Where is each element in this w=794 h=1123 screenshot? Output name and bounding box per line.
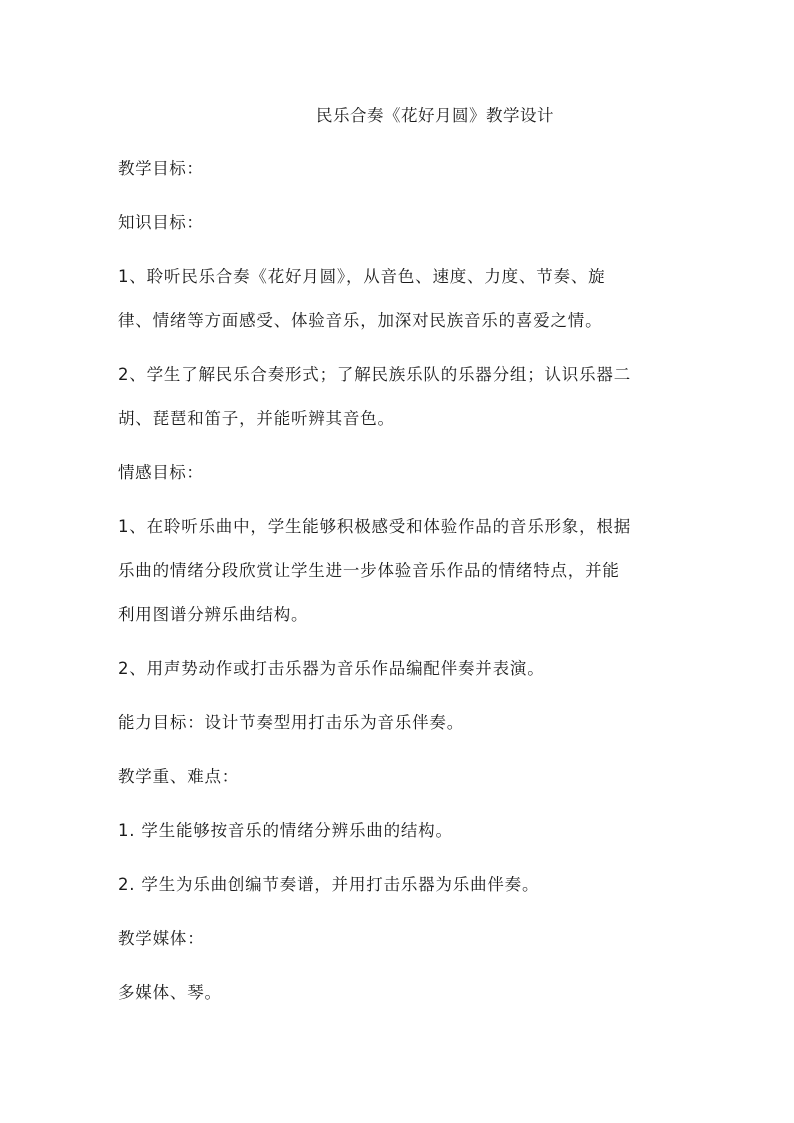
knowledge-goal-2-line-1: 2、学生了解民乐合奏形式；了解民族乐队的乐器分组；认识乐器二 xyxy=(118,365,631,384)
heading-media: 教学媒体： xyxy=(118,929,205,948)
media-heading-block xyxy=(118,917,676,961)
knowledge-goal-1-line-1: 1、聆听民乐合奏《花好月圆》，从音色、速度、力度、节奏、旋 xyxy=(118,267,606,286)
emotion-goal-1 xyxy=(118,505,676,637)
heading-emotion-goals: 情感目标： xyxy=(118,463,204,482)
knowledge-goal-1 xyxy=(118,255,676,343)
heading-knowledge-goals: 知识目标： xyxy=(118,213,204,232)
key-point-2-line: 2. 学生为乐曲创编节奏谱，并用打击乐器为乐曲伴奏。 xyxy=(118,875,540,894)
document-title: 民乐合奏《花好月圆》教学设计 xyxy=(316,106,554,125)
knowledge-goal-1-line-2: 律、情绪等方面感受、体验音乐，加深对民族音乐的喜爱之情。 xyxy=(118,311,603,330)
key-point-2 xyxy=(118,863,676,907)
emotion-goal-2 xyxy=(118,647,676,691)
emotion-goal-1-line-1: 1、在聆听乐曲中，学生能够积极感受和体验作品的音乐形象，根据 xyxy=(118,517,631,536)
heading-key-points: 教学重、难点： xyxy=(118,767,240,786)
media-content-line: 多媒体、琴。 xyxy=(118,983,222,1002)
ability-goals-line: 能力目标：设计节奏型用打击乐为音乐伴奏。 xyxy=(118,713,464,732)
key-point-1-line: 1. 学生能够按音乐的情绪分辨乐曲的结构。 xyxy=(118,821,453,840)
key-point-1 xyxy=(118,809,676,853)
knowledge-goal-2-line-2: 胡、琵琶和笛子，并能听辨其音色。 xyxy=(118,409,395,428)
emotion-goal-2-line: 2、用声势动作或打击乐器为音乐作品编配伴奏并表演。 xyxy=(118,659,545,678)
knowledge-goal-2 xyxy=(118,353,676,441)
ability-goals xyxy=(118,701,676,745)
heading-teaching-goals: 教学目标： xyxy=(118,159,204,178)
media-content xyxy=(118,971,676,1015)
emotion-goal-1-line-3: 利用图谱分辨乐曲结构。 xyxy=(118,605,309,624)
key-points-heading-block xyxy=(118,755,676,799)
emotion-goal-1-line-2: 乐曲的情绪分段欣赏让学生进一步体验音乐作品的情绪特点，并能 xyxy=(118,561,620,580)
